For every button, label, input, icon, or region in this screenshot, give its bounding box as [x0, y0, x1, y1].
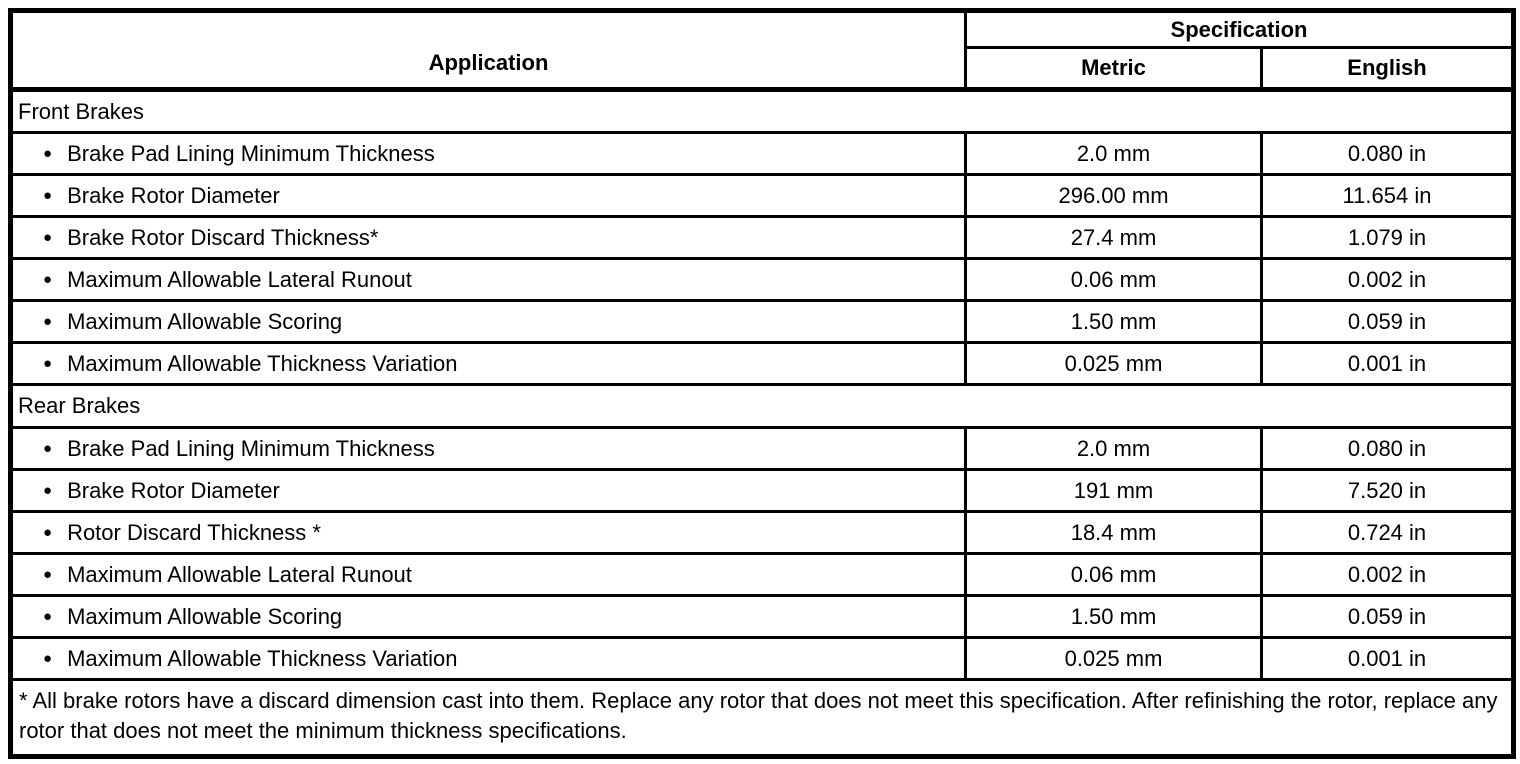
row-label: Rotor Discard Thickness *: [67, 519, 321, 545]
table-row: [11, 133, 1514, 175]
english-value: 0.080 in: [1262, 428, 1514, 470]
metric-value: 1.50 mm: [966, 596, 1262, 638]
metric-value: 0.025 mm: [966, 343, 1262, 385]
english-value: 0.724 in: [1262, 512, 1514, 554]
metric-value: 18.4 mm: [966, 512, 1262, 554]
bullet-icon: ●: [43, 524, 53, 542]
table-row: [11, 554, 1514, 596]
bullet-icon: ●: [43, 355, 53, 373]
section-row-front-brakes: [11, 90, 1514, 133]
row-label: Maximum Allowable Thickness Variation: [67, 645, 458, 671]
bullet-icon: ●: [43, 608, 53, 626]
bullet-icon: ●: [43, 650, 53, 668]
metric-value: 191 mm: [966, 470, 1262, 512]
row-label: Maximum Allowable Scoring: [67, 603, 343, 629]
section-title: Rear Brakes: [11, 385, 1514, 428]
bullet-icon: ●: [43, 271, 53, 289]
metric-column-header: Metric: [966, 48, 1262, 90]
brake-specifications-table: [8, 8, 1516, 759]
metric-value: 0.06 mm: [966, 554, 1262, 596]
row-label: Brake Rotor Diameter: [67, 477, 280, 503]
section-title: Front Brakes: [11, 90, 1514, 133]
table-row: [11, 638, 1514, 680]
english-value: 7.520 in: [1262, 470, 1514, 512]
table-row: [11, 512, 1514, 554]
metric-value: 1.50 mm: [966, 301, 1262, 343]
section-row-rear-brakes: [11, 385, 1514, 428]
metric-value: 296.00 mm: [966, 175, 1262, 217]
english-value: 0.059 in: [1262, 301, 1514, 343]
metric-value: 0.025 mm: [966, 638, 1262, 680]
english-value: 11.654 in: [1262, 175, 1514, 217]
row-label: Maximum Allowable Thickness Variation: [67, 350, 458, 376]
specification-column-header: Specification: [966, 11, 1514, 48]
english-value: 0.001 in: [1262, 343, 1514, 385]
english-value: 0.080 in: [1262, 133, 1514, 175]
bullet-icon: ●: [43, 482, 53, 500]
footnote: * All brake rotors have a discard dimension cast into them. Replace any rotor that does not meet this specification. After refinishing the rotor, replace any rotor that does not meet the minimum thickness specifications.: [11, 680, 1514, 757]
bullet-icon: ●: [43, 566, 53, 584]
metric-value: 27.4 mm: [966, 217, 1262, 259]
row-label: Brake Pad Lining Minimum Thickness: [67, 435, 435, 461]
english-value: 0.002 in: [1262, 259, 1514, 301]
bullet-icon: ●: [43, 440, 53, 458]
header-row-specification: [11, 11, 1514, 48]
bullet-icon: ●: [43, 187, 53, 205]
english-column-header: English: [1262, 48, 1514, 90]
bullet-icon: ●: [43, 145, 53, 163]
english-value: 0.002 in: [1262, 554, 1514, 596]
row-label: Maximum Allowable Scoring: [67, 308, 343, 334]
table-row: [11, 596, 1514, 638]
table-row: [11, 470, 1514, 512]
metric-value: 2.0 mm: [966, 428, 1262, 470]
row-label: Maximum Allowable Lateral Runout: [67, 266, 412, 292]
table-row: [11, 428, 1514, 470]
table-row: [11, 343, 1514, 385]
row-label: Brake Rotor Discard Thickness*: [67, 224, 379, 250]
metric-value: 2.0 mm: [966, 133, 1262, 175]
english-value: 0.001 in: [1262, 638, 1514, 680]
table-row: [11, 301, 1514, 343]
table-row: [11, 175, 1514, 217]
english-value: 0.059 in: [1262, 596, 1514, 638]
row-label: Brake Pad Lining Minimum Thickness: [67, 140, 435, 166]
english-value: 1.079 in: [1262, 217, 1514, 259]
bullet-icon: ●: [43, 313, 53, 331]
application-column-header: Application: [11, 11, 966, 90]
footnote-row: [11, 680, 1514, 757]
row-label: Maximum Allowable Lateral Runout: [67, 561, 412, 587]
row-label: Brake Rotor Diameter: [67, 182, 280, 208]
bullet-icon: ●: [43, 229, 53, 247]
table-row: [11, 259, 1514, 301]
table-row: [11, 217, 1514, 259]
metric-value: 0.06 mm: [966, 259, 1262, 301]
